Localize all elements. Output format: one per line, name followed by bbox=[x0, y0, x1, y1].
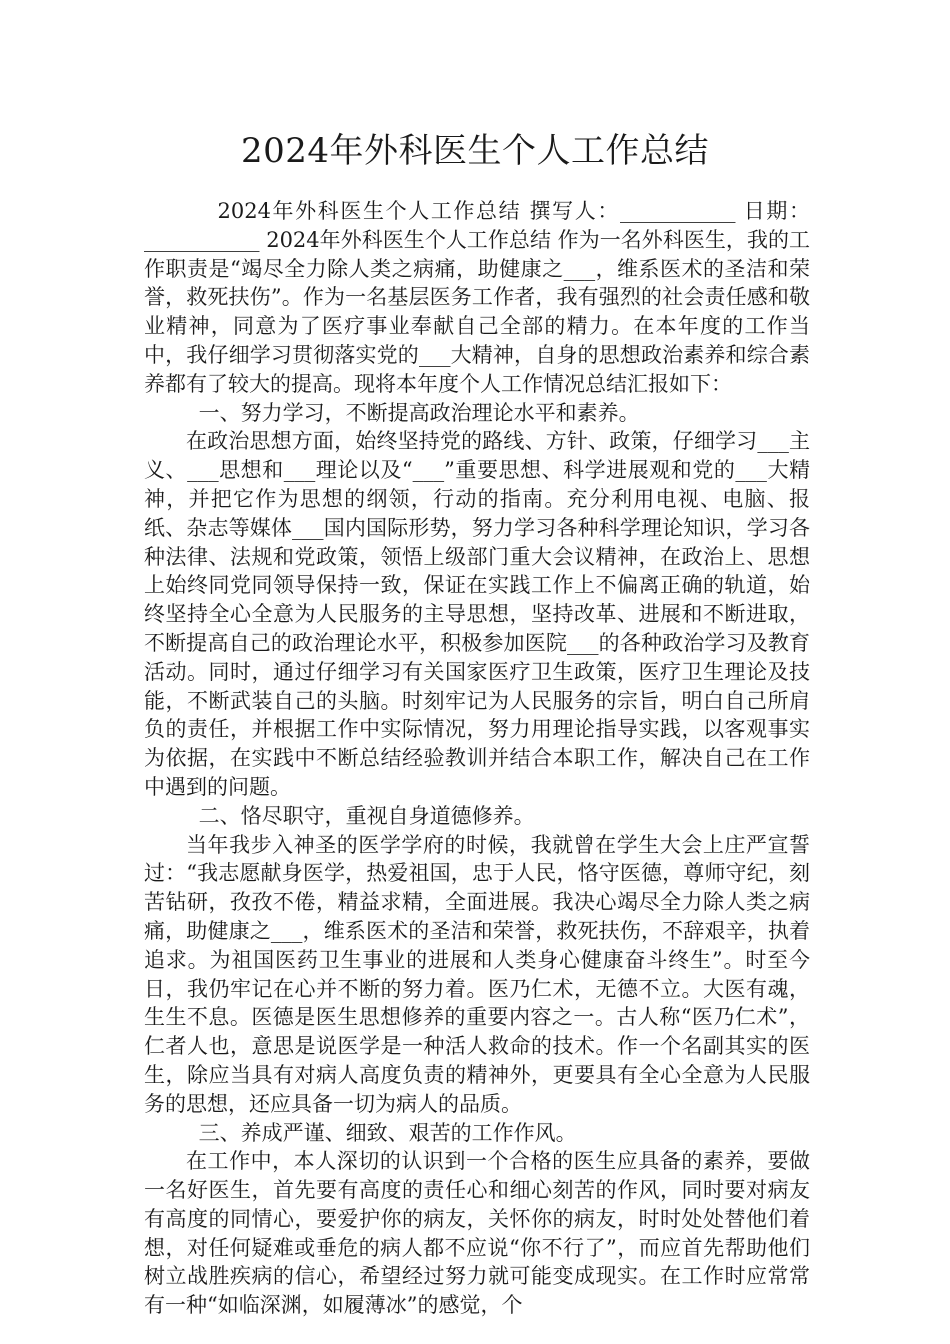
body-paragraph-3: 在工作中，本人深切的认识到一个合格的医生应具备的素养，要做一名好医生，首先要有高度的责任心和细心刻苦的作风，同时要对病友有高度的同情心，要爱护你的病友，关怀你的病友，时时处处替他们着想，对任何疑难或垂危的病人都不应说“你不行了”，而应首先帮助他们树立战胜疾病的信心，希望经过努力就可能变成现实。在工作时应常常有一种“如临深渊，如履薄冰”的感觉，个 bbox=[144, 1149, 810, 1318]
document-body bbox=[144, 197, 810, 1320]
intro-paragraph: 2024年外科医生个人工作总结 撰写人：___________ 日期：___________ 2024年外科医生个人工作总结 作为一名外科医生，我的工作职责是“竭尽全力除人类之病痛，助健康之___，维系医术的圣洁和荣誉，救死扶伤”。作为一名基层医务工作者，我有强烈的社会责任感和敬业精神，同意为了医疗事业奉献自己全部的精力。在本年度的工作当中，我仔细学习贯彻落实党的___大精神，自身的思想政治素养和综合素养都有了较大的提高。现将本年度个人工作情况总结汇报如下： bbox=[144, 199, 810, 396]
document-title: 2024年外科医生个人工作总结 bbox=[240, 131, 710, 171]
section-heading-3: 三、养成严谨、细致、艰苦的工作作风。 bbox=[198, 1120, 577, 1145]
section-heading-1: 一、努力学习，不断提高政治理论水平和素养。 bbox=[198, 400, 640, 425]
body-paragraph-2: 当年我步入神圣的医学学府的时候，我就曾在学生大会上庄严宣誓过：“我志愿献身医学，热爱祖国，忠于人民，恪守医德，尊师守纪，刻苦钻研，孜孜不倦，精益求精，全面进展。我决心竭尽全力除人类之病痛，助健康之___，维系医术的圣洁和荣誉，救死扶伤，不辞艰辛，执着追求。为祖国医药卫生事业的进展和人类身心健康奋斗终生”。时至今日，我仍牢记在心并不断的努力着。医乃仁术，无德不立。大医有魂，生生不息。医德是医生思想修养的重要内容之一。古人称“医乃仁术”，仁者人也，意思是说医学是一种活人救命的技术。作一个名副其实的医生，除应当具有对病人高度负责的精神外，更要具有全心全意为人民服务的思想，还应具备一切为病人的品质。 bbox=[144, 832, 810, 1116]
body-paragraph-1: 在政治思想方面，始终坚持党的路线、方针、政策，仔细学习___主义、___思想和___理论以及“___”重要思想、科学进展观和党的___大精神，并把它作为思想的纲领，行动的指南。充分利用电视、电脑、报纸、杂志等媒体___国内国际形势，努力学习各种科学理论知识，学习各种法律、法规和党政策，领悟上级部门重大会议精神，在政治上、思想上始终同党同领导保持一致，保证在实践工作上不偏离正确的轨道，始终坚持全心全意为人民服务的主导思想，坚持改革、进展和不断进取，不断提高自己的政治理论水平，积极参加医院___的各种政治学习及教育活动。同时，通过仔细学习有关国家医疗卫生政策，医疗卫生理论及技能，不断武装自己的头脑。时刻牢记为人民服务的宗旨，明白自己所肩负的责任，并根据工作中实际情况，努力用理论指导实践，以客观事实为依据，在实践中不断总结经验教训并结合本职工作，解决自己在工作中遇到的问题。 bbox=[144, 429, 810, 799]
section-heading-2: 二、恪尽职守，重视自身道德修养。 bbox=[198, 803, 535, 828]
